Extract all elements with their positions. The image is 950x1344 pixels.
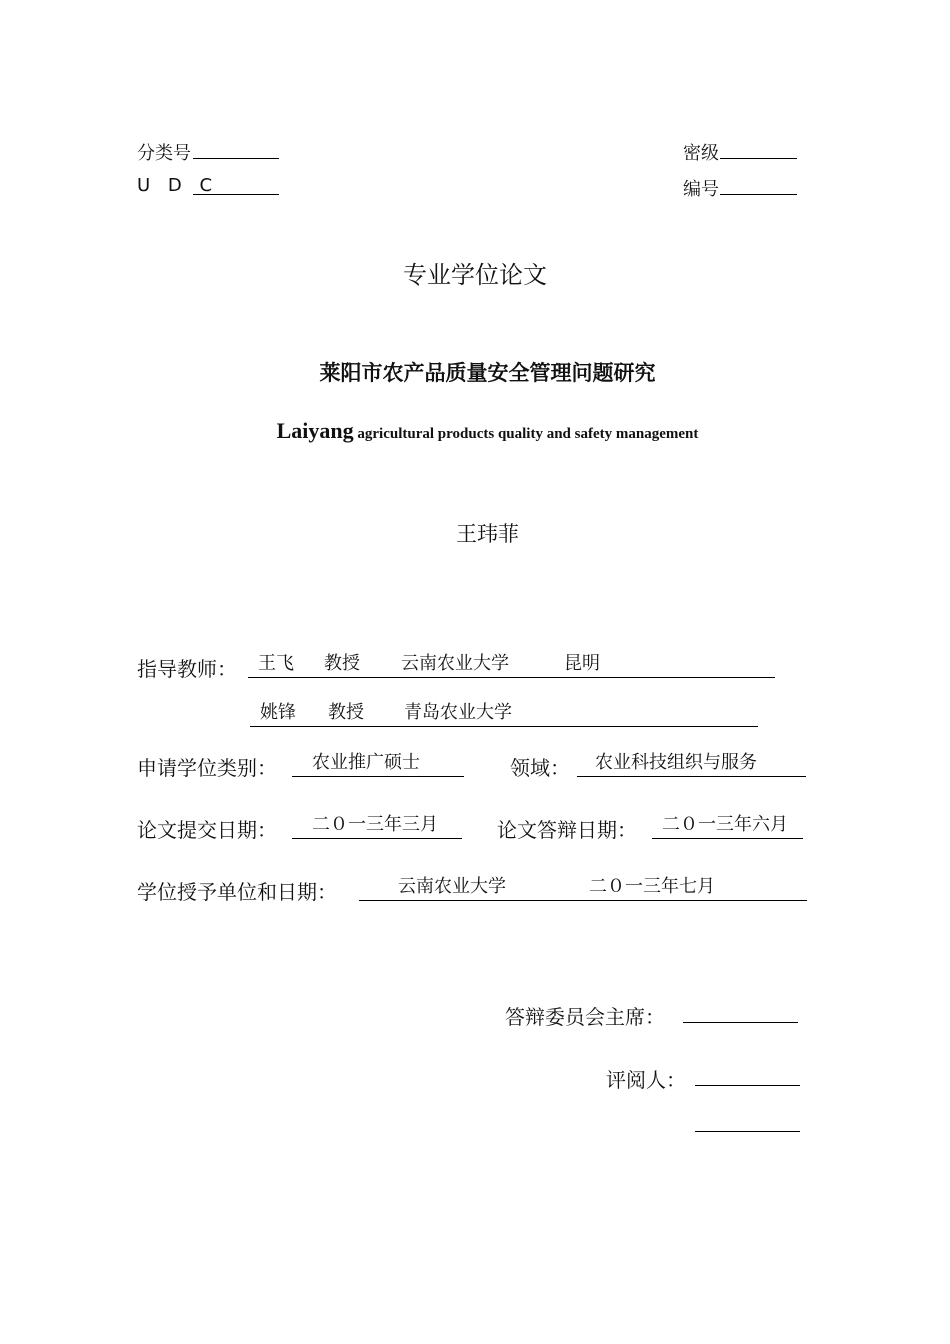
- udc-label: U D C: [137, 175, 219, 196]
- secrecy-label: 密级: [683, 143, 719, 164]
- thesis-title-en-first-word: Laiyang: [276, 418, 354, 443]
- field-field: [577, 750, 806, 777]
- field-value: 农业科技组织与服务: [595, 752, 757, 773]
- degree-category-field: [292, 750, 464, 777]
- thesis-title-cn: 莱阳市农产品质量安全管理问题研究: [319, 361, 656, 385]
- supervisor-1-title: 教授: [324, 653, 360, 674]
- supervisor-1-city: 昆明: [564, 653, 600, 674]
- supervisor-2-title: 教授: [328, 702, 364, 723]
- submit-date-label: 论文提交日期：: [137, 818, 277, 842]
- supervisor-label: 指导教师：: [137, 657, 237, 681]
- reviewer-label: 评阅人：: [606, 1068, 686, 1092]
- class-number-label: 分类号: [137, 143, 191, 164]
- submit-date-value: 二０一三年三月: [312, 814, 438, 835]
- degree-category-label: 申请学位类别：: [137, 756, 277, 780]
- supervisor-1-name: 王飞: [258, 653, 294, 674]
- class-number-blank: [193, 158, 279, 159]
- field-label: 领域：: [510, 756, 570, 780]
- thesis-title-en-rest: agricultural products quality and safety management: [357, 426, 699, 442]
- grant-date: 二０一三年七月: [589, 876, 715, 897]
- committee-chair-label: 答辩委员会主席：: [505, 1005, 665, 1029]
- supervisor-1-institution: 云南农业大学: [401, 653, 509, 674]
- reviewer-blank-1: [695, 1085, 800, 1086]
- grant-label: 学位授予单位和日期：: [137, 880, 337, 904]
- degree-category-value: 农业推广硕士: [312, 752, 420, 773]
- supervisor-2-institution: 青岛农业大学: [404, 702, 512, 723]
- supervisor-2-name: 姚锋: [260, 702, 296, 723]
- author-name: 王玮菲: [456, 522, 519, 546]
- document-type: 专业学位论文: [403, 261, 547, 289]
- serial-number-blank: [720, 194, 797, 195]
- udc-blank: [193, 194, 279, 195]
- committee-chair-blank: [683, 1022, 798, 1023]
- defense-date-label: 论文答辩日期：: [497, 818, 637, 842]
- reviewer-blank-2: [695, 1131, 800, 1132]
- grant-unit: 云南农业大学: [398, 876, 506, 897]
- grant-field: [359, 874, 807, 901]
- supervisor-row-1: [248, 651, 775, 678]
- secrecy-blank: [720, 158, 797, 159]
- serial-number-label: 编号: [683, 179, 719, 200]
- thesis-title-en: [0, 418, 950, 444]
- submit-date-field: [292, 812, 462, 839]
- supervisor-row-2: [250, 700, 758, 727]
- defense-date-value: 二０一三年六月: [662, 814, 788, 835]
- defense-date-field: [652, 812, 803, 839]
